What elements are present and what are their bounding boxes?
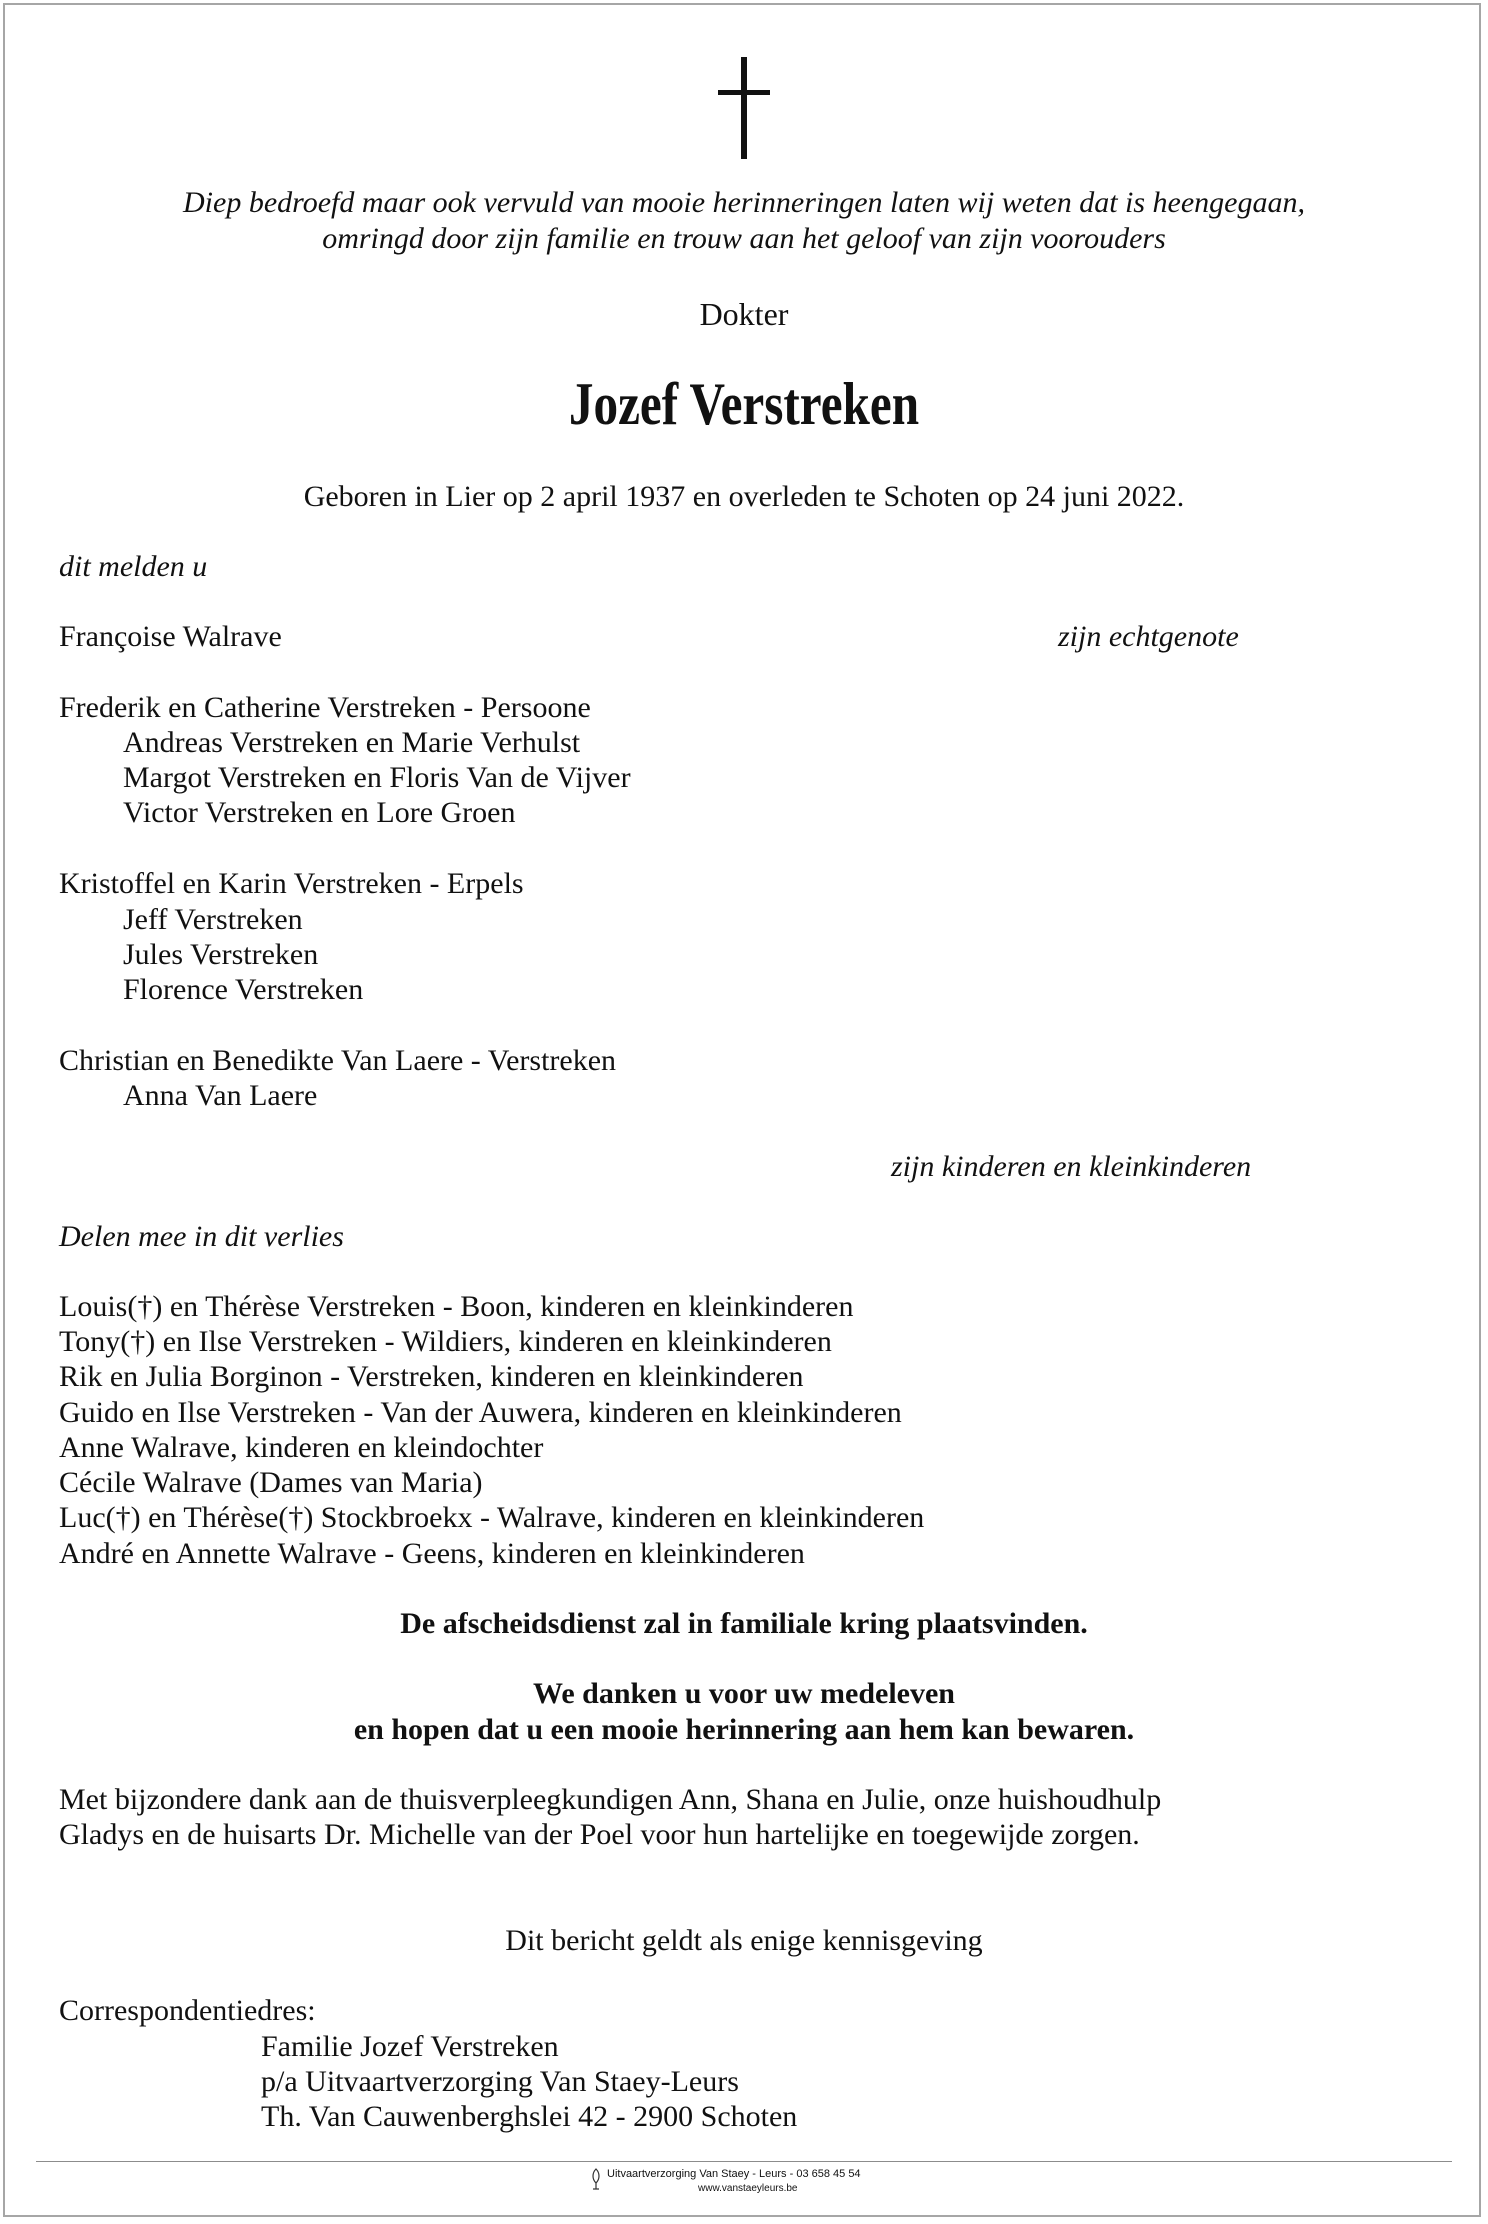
relative-line: Guido en Ilse Verstreken - Van der Auwera, kinderen en kleinkinderen bbox=[59, 1396, 902, 1429]
correspondence-line: Familie Jozef Verstreken bbox=[261, 2030, 559, 2063]
spouse-relation: zijn echtgenote bbox=[1058, 620, 1239, 653]
special-thanks-line-2: Gladys en de huisarts Dr. Michelle van der Poel voor hun hartelijke en toegewijde zorgen. bbox=[59, 1818, 1140, 1851]
relative-line: Rik en Julia Borginon - Verstreken, kinderen en kleinkinderen bbox=[59, 1360, 804, 1393]
correspondence-line: Th. Van Cauwenberghslei 42 - 2900 Schoten bbox=[261, 2100, 798, 2133]
service-notice: De afscheidsdienst zal in familiale kring plaatsvinden. bbox=[400, 1607, 1088, 1640]
family-1-parents: Frederik en Catherine Verstreken - Persoone bbox=[59, 691, 591, 724]
family-3-child: Anna Van Laere bbox=[123, 1079, 318, 1112]
share-label: Delen mee in dit verlies bbox=[59, 1220, 344, 1253]
family-2-parents: Kristoffel en Karin Verstreken - Erpels bbox=[59, 867, 524, 900]
special-thanks-line-1: Met bijzondere dank aan de thuisverpleegkundigen Ann, Shana en Julie, onze huishoudhulp bbox=[59, 1783, 1162, 1816]
relative-line: Cécile Walrave (Dames van Maria) bbox=[59, 1466, 483, 1499]
cross-icon bbox=[718, 57, 770, 159]
family-2-child: Florence Verstreken bbox=[123, 973, 364, 1006]
thanks-line-2: en hopen dat u een mooie herinnering aan hem kan bewaren. bbox=[353, 1713, 1135, 1746]
announce-label: dit melden u bbox=[59, 550, 208, 583]
relative-line: Luc(†) en Thérèse(†) Stockbroekx - Walrave, kinderen en kleinkinderen bbox=[59, 1501, 925, 1534]
footer-company-line: Uitvaartverzorging Van Staey - Leurs - 03 658 45 54 bbox=[607, 2168, 861, 2180]
correspondence-label: Correspondentiedres: bbox=[59, 1994, 316, 2027]
deceased-title-prefix: Dokter bbox=[699, 296, 789, 332]
thanks-line-1: We danken u voor uw medeleven bbox=[533, 1677, 955, 1710]
footer-website[interactable]: www.vanstaeyleurs.be bbox=[698, 2183, 798, 2194]
family-2-child: Jeff Verstreken bbox=[123, 903, 303, 936]
family-1-child: Andreas Verstreken en Marie Verhulst bbox=[123, 726, 581, 759]
funeral-home-logo-icon bbox=[589, 2167, 603, 2191]
family-2-child: Jules Verstreken bbox=[123, 938, 319, 971]
footer-divider bbox=[36, 2161, 1452, 2162]
kennisgeving-notice: Dit bericht geldt als enige kennisgeving bbox=[505, 1924, 983, 1957]
correspondence-line: p/a Uitvaartverzorging Van Staey-Leurs bbox=[261, 2065, 739, 2098]
intro-line-1: Diep bedroefd maar ook vervuld van mooie herinneringen laten wij weten dat is heengegaan, bbox=[183, 186, 1305, 219]
children-relation: zijn kinderen en kleinkinderen bbox=[891, 1150, 1252, 1183]
relative-line: André en Annette Walrave - Geens, kinderen en kleinkinderen bbox=[59, 1537, 805, 1570]
spouse-name: Françoise Walrave bbox=[59, 620, 282, 653]
family-1-child: Margot Verstreken en Floris Van de Vijver bbox=[123, 761, 631, 794]
family-1-child: Victor Verstreken en Lore Groen bbox=[123, 796, 516, 829]
birth-death-line: Geboren in Lier op 2 april 1937 en overleden te Schoten op 24 juni 2022. bbox=[303, 480, 1185, 513]
relative-line: Tony(†) en Ilse Verstreken - Wildiers, kinderen en kleinkinderen bbox=[59, 1325, 832, 1358]
family-3-parents: Christian en Benedikte Van Laere - Verstreken bbox=[59, 1044, 617, 1077]
relative-line: Anne Walrave, kinderen en kleindochter bbox=[59, 1431, 544, 1464]
relative-line: Louis(†) en Thérèse Verstreken - Boon, kinderen en kleinkinderen bbox=[59, 1290, 854, 1323]
intro-line-2: omringd door zijn familie en trouw aan het geloof van zijn voorouders bbox=[322, 222, 1166, 255]
deceased-name: Jozef Verstreken bbox=[568, 371, 920, 437]
